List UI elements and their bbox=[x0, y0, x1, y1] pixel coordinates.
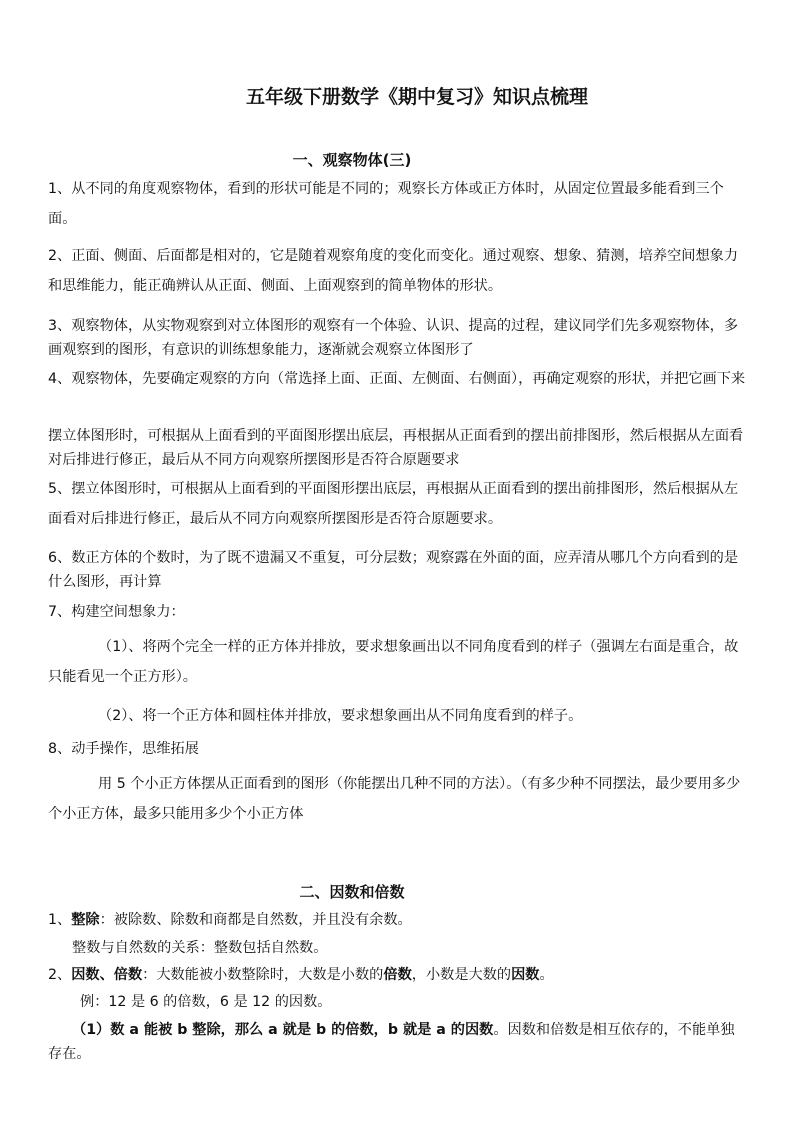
paragraph-8: 8、动手操作，思维拓展 bbox=[48, 741, 199, 757]
document-title: 五年级下册数学《期中复习》知识点梳理 bbox=[245, 86, 588, 108]
item-number: 1、 bbox=[48, 912, 72, 928]
item-factors-multiples bbox=[48, 963, 748, 987]
term-divisibility: 整除 bbox=[71, 912, 100, 928]
rule-bold-text: （1）数 a 能被 b 整除，那么 a 就是 b 的倍数，b 就是 a 的因数 bbox=[72, 1022, 494, 1038]
term-factor: 因数 bbox=[511, 967, 540, 983]
item-divisibility bbox=[48, 908, 748, 932]
paragraph-7a: （1）、将两个完全一样的正方体并排放，要求想象画出以不同角度看到的样子（强调左右面是重合，故只能看见一个正方形）。 bbox=[48, 639, 739, 685]
section-heading-factors-multiples: 二、因数和倍数 bbox=[299, 883, 405, 901]
paragraph-1: 1、从不同的角度观察物体，看到的形状可能是不同的；观察长方体或正方体时，从固定位置最多能看到三个面。 bbox=[48, 181, 724, 227]
paragraph-6: 6、数正方体的个数时，为了既不遗漏又不重复，可分层数；观察露在外面的面，应弄清从哪几个方向看到的是什么图形，再计算 bbox=[48, 550, 739, 590]
paragraph-3: 3、观察物体，从实物观察到对立体图形的观察有一个体验、认识、提高的过程，建议同学们先多观察物体，多画观察到的图形，有意识的训练想象能力，逐渐就会观察立体图形了 bbox=[48, 318, 739, 358]
item-number: 2、 bbox=[48, 967, 72, 983]
paragraph-2: 2、正面、侧面、后面都是相对的，它是随着观察角度的变化而变化。通过观察、想象、猜测，培养空间想象力和思维能力，能正确辨认从正面、侧面、上面观察到的简单物体的形状。 bbox=[48, 248, 739, 294]
item-divisibility-sub: 整数与自然数的关系：整数包括自然数。 bbox=[72, 940, 328, 956]
paragraph-8a: 用 5 个小正方体摆从正面看到的图形（你能摆出几种不同的方法）。（有多少种不同摆法，最少要用多少个小正方体，最多只能用多少个小正方体 bbox=[48, 776, 741, 822]
item-text: 。 bbox=[539, 967, 554, 983]
paragraph-4b: 摆立体图形时，可根据从上面看到的平面图形摆出底层，再根据从正面看到的摆出前排图形，然后根据从左面看对后排进行修正，最后从不同方向观察所摆图形是否符合原题要求 bbox=[48, 428, 744, 468]
term-multiple: 倍数 bbox=[383, 967, 412, 983]
paragraph-7: 7、构建空间想象力： bbox=[48, 604, 185, 620]
item-rule bbox=[48, 1018, 748, 1066]
item-text: ：大数能被小数整除时，大数是小数的 bbox=[142, 967, 384, 983]
rule-rest-text: 。因数和倍数是相互依存的，不能单独存在。 bbox=[48, 1022, 735, 1062]
term-factors-multiples: 因数、倍数 bbox=[71, 967, 143, 983]
item-example: 例：12 是 6 的倍数，6 是 12 的因数。 bbox=[80, 994, 332, 1010]
item-text: ，小数是大数的 bbox=[411, 967, 512, 983]
item-text: ：被除数、除数和商都是自然数，并且没有余数。 bbox=[99, 912, 412, 928]
paragraph-4: 4、观察物体，先要确定观察的方向（常选择上面、正面、左侧面、右侧面），再确定观察的形状，并把它画下来 bbox=[48, 371, 746, 387]
paragraph-5: 5、摆立体图形时，可根据从上面看到的平面图形摆出底层，再根据从正面看到的摆出前排图形，然后根据从左面看对后排进行修正，最后从不同方向观察所摆图形是否符合原题要求。 bbox=[48, 481, 739, 527]
section-heading-observation: 一、观察物体(三) bbox=[292, 151, 412, 169]
paragraph-7b: （2）、将一个正方体和圆柱体并排放，要求想象画出从不同角度看到的样子。 bbox=[98, 708, 583, 724]
